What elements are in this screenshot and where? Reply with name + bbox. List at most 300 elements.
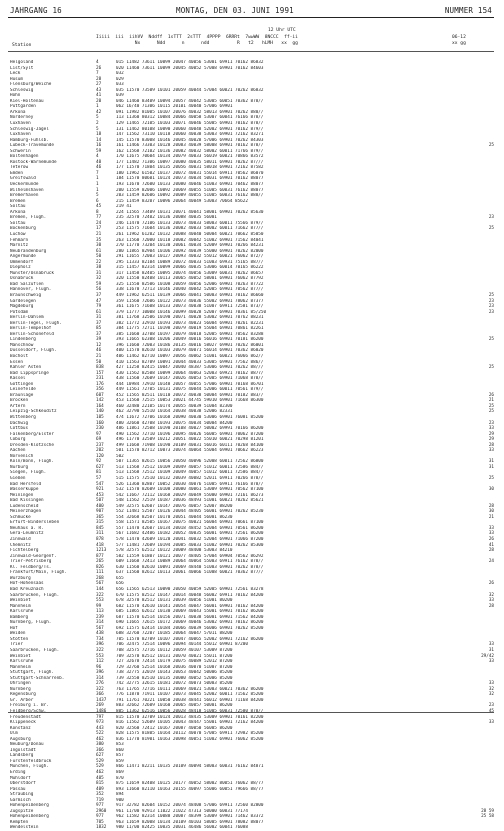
synop-groups: 359 11560 72606 10122 20073 40036 55002 69901 78062 87377 — [116, 298, 264, 304]
station-name: Meiningen — [10, 492, 34, 498]
synop-groups: 567 11682 42406 10182 20052 40035 56001 69901 72561 86200 — [116, 531, 264, 537]
extra-groups: 25 — [488, 365, 494, 371]
synop-groups: 410 11563 82709 10091 20044 40033 53005 69901 77562 886// — [116, 359, 264, 365]
station-id: 97 — [96, 431, 102, 437]
extra-groups: 33 — [488, 525, 494, 531]
station-name: Ueckermünde — [10, 182, 39, 188]
synop-groups: 147 11562 73110 10118 20060 40038 53003 69901 72162 83271 — [116, 132, 264, 138]
station-id: 16 — [96, 143, 102, 149]
station-id: 157 — [96, 370, 104, 376]
station-name: Dresden-Klotzsche — [10, 442, 54, 448]
extra-groups: 23 — [488, 215, 494, 221]
extra-groups: 32 — [488, 686, 494, 692]
synop-groups: 384 11775 72711 10198 20079 40019 55004 69901 70861 82261 — [116, 326, 264, 332]
station-id: 567 — [96, 625, 104, 631]
extra-groups: 33 — [488, 531, 494, 537]
station-name: Brocken — [10, 398, 29, 404]
station-name: Hohenpeißenberg — [10, 803, 49, 809]
extra-groups: 33 — [488, 659, 494, 665]
synop-groups: 315 11457 82314 10099 20066 40035 53006 60014 70165 86222 — [116, 265, 264, 271]
station-name: Leck — [10, 71, 21, 77]
observation-table — [8, 60, 494, 831]
extra-groups: 25 — [488, 403, 494, 409]
station-id: 31 — [96, 315, 102, 321]
synop-groups: 727 32678 72414 10179 20075 40089 52012 87200 — [116, 659, 233, 665]
station-name: Dachwig — [10, 420, 29, 426]
extra-groups: 33 — [488, 681, 494, 687]
synop-groups: 427 11258 82415 10047 20040 48387 53006 69901 70262 88/// — [116, 365, 264, 371]
station-name: Aachen — [10, 448, 26, 454]
station-name: Saarbrücken, Flugh. — [10, 592, 60, 598]
station-name: Kahler Asten — [10, 365, 42, 371]
synop-groups: 578 32575 62512 10122 20009 48400 53003 84210 — [116, 548, 233, 554]
station-name: Hohn — [10, 93, 21, 99]
synop-groups: 670 11575 82512 10147 20014 40048 56002 69911 70162 84200 — [116, 592, 264, 598]
station-name: Hof — [10, 625, 18, 631]
synop-groups: 129 11465 72105 10103 20071 40046 55005 69901 70162 878// — [116, 121, 264, 127]
table-row — [8, 825, 494, 831]
station-id: 5 — [96, 126, 99, 132]
code-header-line-2: Nx Ndd n ndd R t2 hLMH xx gg — [96, 41, 298, 46]
station-name: Konstanz — [10, 725, 31, 731]
synop-groups: 688 32760 72207 10185 20064 40047 57011 88200 — [116, 631, 233, 637]
station-id: 553 — [96, 653, 104, 659]
station-name: Leinefelde — [10, 387, 36, 393]
station-id: 61 — [96, 248, 102, 254]
synop-groups: 317 11458 82405 10095 20074 40056 53009 60031 70262 86657 — [116, 270, 264, 276]
station-id: 356 — [96, 387, 104, 393]
extra-groups: 33 — [488, 642, 494, 648]
station-id: 607 — [96, 392, 104, 398]
station-name: Coburg — [10, 437, 26, 443]
extra-groups: 28 — [488, 548, 494, 554]
station-id: 5 — [96, 115, 99, 121]
synop-groups: 708 32575 72716 10112 20059 40107 53009 87200 — [116, 647, 233, 653]
station-name: Freudenstadt — [10, 714, 42, 720]
station-id: 120 — [96, 453, 104, 459]
extra-groups: 30 — [488, 509, 494, 515]
synop-groups: 449 11962 62511 10139 20066 40041 50003 69901 70162 86660 — [116, 292, 264, 298]
synop-groups: 554 32668 82507 10170 20051 40044 56001 86230 — [116, 514, 233, 520]
extra-groups: 23 — [488, 420, 494, 426]
station-name: Stuttgart-Schnarrenb. — [10, 675, 65, 681]
station-name: Passau — [10, 786, 26, 792]
station-name: Teterow — [10, 165, 29, 171]
synop-groups: 180 11962 61502 10137 20072 40031 55014 69911 70562 86070 — [116, 170, 264, 176]
synop-groups: 430 11562 82508 10099 20064 40063 52003 69921 70162 8877/ — [116, 370, 264, 376]
station-id: 31 — [96, 270, 102, 276]
observation-time: 12 Uhr UTC — [268, 28, 296, 33]
station-id: 352 — [96, 792, 104, 798]
station-id: 418 — [96, 542, 104, 548]
synop-groups: 857 — [116, 753, 124, 759]
synop-groups: 462 32790 52510 10164 20038 40038 52006 82331 — [116, 409, 233, 415]
synop-groups: 219 41 — [116, 204, 132, 210]
station-name: Gießen — [10, 476, 26, 482]
station-id: 1 — [96, 182, 99, 188]
station-name: Wilhelmshaven — [10, 187, 44, 193]
station-id: 1 — [96, 187, 99, 193]
station-name: Nürnberg — [10, 686, 31, 692]
station-id: 50 — [96, 254, 102, 260]
station-name: Erding — [10, 770, 26, 775]
station-name: Soltau — [10, 204, 26, 210]
extra-groups: 31 — [488, 464, 494, 470]
station-name: Puttgarden — [10, 104, 36, 110]
station-name: Frankfurt/Main, Flugh. — [10, 570, 67, 576]
station-name: Rostock-Warnemünde — [10, 159, 57, 165]
station-id: 164 — [96, 403, 104, 409]
station-name: Magdeburg — [10, 304, 34, 310]
station-id: 1 — [96, 104, 99, 110]
station-id: 438 — [96, 631, 104, 637]
volume-label: JAHRGANG 16 — [10, 6, 62, 15]
station-id: 838 — [96, 365, 104, 371]
synop-groups: 836 11770 81901 10163 20098 40051 51002 69901 76062 85200 — [116, 736, 264, 742]
station-id: 79 — [96, 304, 102, 310]
station-name: Potsdam — [10, 309, 29, 315]
station-name: Osnabrück — [10, 276, 34, 282]
station-name: Köln/Bonn, Flugh. — [10, 459, 54, 465]
station-name: Chemnitz — [10, 542, 31, 548]
synop-groups: 894 — [116, 792, 124, 798]
synop-groups: 177 11570 71804 10135 20056 40031 58018 69901 72162 87582 — [116, 165, 264, 171]
station-id: 96 — [96, 664, 102, 670]
station-name: Zinnwald-Georgenf. — [10, 553, 57, 559]
station-name: Wittenberg — [10, 415, 36, 420]
synop-groups: 859 — [116, 758, 124, 764]
station-id: 113 — [96, 609, 104, 615]
synop-groups: 893 11660 82110 10163 20155 40097 55006 60051 79666 88/77 — [116, 786, 264, 792]
footer-divider — [8, 712, 494, 713]
station-id: 59 — [96, 281, 102, 287]
station-id: 8 — [96, 209, 99, 215]
station-id: 826 — [96, 564, 104, 570]
station-id: 38 — [96, 265, 102, 271]
station-name: Mannheim — [10, 603, 31, 609]
station-id: 547 — [96, 481, 104, 487]
station-name: Boltenhagen — [10, 154, 39, 160]
station-name: Arkona — [10, 109, 26, 115]
synop-groups: 452 11565 82511 10110 20072 40038 50004 69901 70182 883// — [116, 392, 264, 398]
station-id: 529 — [96, 764, 104, 770]
station-name: Cuxhaven — [10, 121, 31, 127]
station-id: 12 — [96, 342, 102, 348]
synop-groups: 449 11561 72705 10131 20075 40044 52006 60011 70561 879// — [116, 387, 264, 393]
station-name: Meinerzhagen — [10, 509, 42, 515]
station-name: Ingolstadt — [10, 747, 36, 753]
synop-groups: 582 11559 61807 10121 20077 48405 57004 69904 70562 86292 — [116, 553, 264, 559]
station-name: Braunschweig — [10, 292, 42, 298]
synop-groups: 815 11570 32709 10124 20013 48435 53009 69901 70161 82200 — [116, 714, 264, 720]
synop-groups: 513 11568 72512 10109 20049 40057 51012 60011 72586 884// — [116, 470, 264, 476]
station-id: 462 — [96, 770, 104, 775]
station-id: 24 — [96, 220, 102, 226]
station-name: Wasserkuppe — [10, 487, 39, 493]
synop-groups: 866 11471 82211 10135 20109 40094 58003 60031 76162 84871 — [116, 764, 264, 770]
synop-groups: 046 11460 83409 10094 20057 40042 53005 60051 70362 878// — [116, 98, 264, 104]
synop-groups: 444 10984 72910 10148 20057 40055 57006 69901 70168 86701 — [116, 381, 264, 387]
station-name: Artern — [10, 403, 26, 409]
station-name: Leipzig-Schkeuditz — [10, 409, 57, 415]
synop-groups: 961 11/00 92913 11022 21022 47313 50000 60031 77174 — [116, 808, 248, 814]
station-id: 1213 — [96, 548, 107, 554]
synop-groups: 113 11360 80312 10084 20066 40058 53007 60041 76166 878// — [116, 115, 264, 121]
synop-groups: 486 11861 72508 10190 20108 40027 50002 69991 70166 86200 — [116, 426, 264, 432]
station-name: Berlin-Tegel, Flugh. — [10, 320, 62, 326]
station-name: Düsseldorf, Flugh. — [10, 348, 57, 354]
station-id: 43 — [96, 87, 102, 93]
station-id: 265 — [96, 559, 104, 565]
station-name: Essen — [10, 359, 23, 365]
station-id: 553 — [96, 598, 104, 604]
synop-groups: 490 11562 72710 10196 20095 40026 56005 69901 70062 87200 — [116, 431, 264, 437]
synop-groups: 690 11665 72615 10172 20069 40046 53002 69901 70162 86200 — [116, 620, 264, 626]
period-header-line-2: xx gg — [452, 41, 466, 46]
synop-groups: 558 11571 82505 10167 20075 40021 56004 69901 70661 87100 — [116, 520, 264, 526]
synop-groups: 246 11470 72106 10133 20073 40033 58003 60011 75566 879// — [116, 220, 264, 226]
station-id: 1 — [96, 176, 99, 182]
station-id: 522 — [96, 731, 104, 737]
synop-groups: 020 11460 73611 10099 20045 40052 57008 69901 70162 84603 — [116, 65, 264, 71]
station-id: 314 — [96, 620, 104, 626]
station-id: 21 — [96, 231, 102, 237]
station-name: Regensburg — [10, 692, 36, 698]
synop-groups: 235 32570 72402 10136 20088 40035 56001 — [116, 215, 217, 221]
station-name: Kiel-Holtenau — [10, 98, 44, 104]
station-name: Bad Salzuflen — [10, 281, 44, 287]
station-id: 405 — [96, 775, 104, 781]
station-id: 380 — [96, 742, 104, 748]
synop-groups: 706 32475 72514 10096 20094 40144 55012 69901 87200 — [116, 642, 248, 648]
station-id: 877 — [96, 553, 104, 559]
synop-groups: 578 11470 42609 10120 20041 40032 52004 69901 71066 87200 — [116, 537, 264, 543]
extra-groups: 24 — [488, 559, 494, 565]
extra-groups: 29 — [488, 437, 494, 443]
synop-groups: 678 32570 82512 10131 20039 40056 51001 80200 — [116, 598, 233, 604]
station-name: Cuxhaven — [10, 132, 31, 138]
synop-groups: 682 11570 42610 10141 20054 40047 56001 69901 70162 84200 — [116, 603, 264, 609]
station-name: Lübeck-Travemünde — [10, 143, 54, 149]
synop-groups: 513 11568 72512 10109 20049 40057 51012 60011 72586 884// — [116, 464, 264, 470]
extra-groups: 25 — [488, 409, 494, 415]
synop-groups: 828 11575 81805 10164 20112 40070 57005 69911 72982 85200 — [116, 731, 264, 737]
synop-groups: 295 11333 82104 10089 20072 40033 51003 69931 75165 887// — [116, 259, 264, 265]
synop-groups: 609 11668 72413 10089 20064 40064 55003 69911 76162 878// — [116, 559, 264, 565]
station-name: Nürburg — [10, 464, 29, 470]
synop-groups: 382 11772 32910 10193 20073 40023 56004 69901 70261 82231 — [116, 320, 264, 326]
station-id: 400 — [96, 503, 104, 509]
synop-groups: 685 11865 62612 10130 20069 40043 55001 69901 70162 86200 — [116, 609, 264, 615]
extra-groups: 29 — [488, 431, 494, 437]
extra-groups: 23 — [488, 304, 494, 310]
station-name: Schleswig-Jagel — [10, 126, 49, 132]
extra-groups: 26 — [488, 537, 494, 543]
synop-groups: 501 11570 82712 10073 20074 40064 55004 69901 70662 86223 — [116, 448, 264, 454]
station-id: 26 — [96, 65, 102, 71]
report-banner — [8, 6, 494, 22]
station-id: 56 — [96, 287, 102, 293]
station-id: 396 — [96, 670, 104, 676]
synop-groups: 215 11459 83207 10096 20064 40049 53003 70664 85622 — [116, 198, 248, 204]
station-id: 7 — [96, 170, 99, 176]
station-name: Weiden — [10, 631, 26, 637]
synop-groups: 029 — [116, 76, 124, 82]
synop-groups: 820 32560 72412 10167 20087 40050 56005 86200 — [116, 725, 233, 731]
station-id: 797 — [96, 714, 104, 720]
extra-groups: 25 — [488, 143, 494, 149]
station-id: 5 — [96, 193, 99, 199]
station-id: 365 — [96, 514, 104, 520]
synop-groups: 062 16/40 71306 10115 20101 40040 57006 69901 — [116, 104, 235, 110]
station-id: 907 — [96, 509, 104, 515]
station-id: 719 — [96, 797, 104, 803]
station-id: 705 — [96, 819, 104, 825]
station-name: Stuttgart, Flugh. — [10, 670, 54, 676]
extra-groups: 33 — [488, 720, 494, 726]
synop-groups: 549 32575 62607 10147 20076 40057 52007 88200 — [116, 503, 233, 509]
extra-groups: 21 — [488, 514, 494, 520]
synop-groups: 032 — [116, 71, 124, 77]
synop-groups: 200 11559 82006 10092 20069 40055 51005 60031 76162 88077 — [116, 187, 264, 193]
station-name: Zinnwald — [10, 537, 31, 543]
station-id: 7 — [96, 71, 99, 77]
station-id: 462 — [96, 736, 104, 742]
station-id: 112 — [96, 659, 104, 665]
synop-groups: 253 11575 71604 10136 20082 40033 58002 60011 71662 877// — [116, 226, 264, 232]
synop-groups: 515 11575 72510 10132 20039 40082 52011 69911 70266 878// — [116, 476, 264, 482]
synop-groups: 577 11481 72609 10194 20085 40033 51002 69901 70262 85300 — [116, 542, 264, 548]
station-name: Oberstdorf — [10, 781, 36, 787]
synop-groups: 860 — [116, 747, 124, 753]
station-name: Flensburg/Weiche — [10, 82, 52, 88]
code-header-line-1: Iiiii iii iihVV Nddff 1sTTT 2sTTT 4PPPP 6RRRt 7wwWW 8NCCC ff-ii — [96, 35, 298, 40]
extra-groups: 28 — [488, 603, 494, 609]
extra-groups: 28 59 — [481, 808, 494, 814]
extra-groups: 23 — [488, 298, 494, 304]
station-name: Husum — [10, 76, 23, 82]
station-name: Arkona — [10, 209, 26, 215]
synop-groups: 742 32775 32615 10181 20072 40073 50003 85200 — [116, 681, 233, 687]
station-id: 81 — [96, 470, 102, 476]
station-id: 37 — [96, 331, 102, 337]
station-id: 311 — [96, 531, 104, 537]
station-id: 46 — [96, 165, 102, 171]
synop-groups: 381 11768 32506 10190 20071 40028 53002 69901 70762 88231 — [116, 315, 264, 321]
synop-groups: 170 11675 70604 10134 20079 40033 56019 60021 70866 83572 — [116, 154, 264, 160]
synop-groups: 656 11565 62513 10090 20050 40059 52005 69901 72561 83278 — [116, 586, 264, 592]
station-name: Emden — [10, 170, 23, 176]
station-name: Bad Lippspringe — [10, 370, 49, 376]
issue-number: NUMMER 154 — [444, 6, 492, 15]
station-id: 2960 — [96, 808, 107, 814]
station-name: Braunlage — [10, 392, 34, 398]
synop-groups: 532 11570 82609 10108 20080 40061 53009 69901 70562 87100 — [116, 487, 264, 493]
station-id: 20 — [96, 98, 102, 104]
station-name: Landsberg — [10, 753, 34, 759]
station-name: Kl. Feldberg/Ts. — [10, 564, 52, 570]
period-header-line-1: 06-12 — [452, 35, 466, 40]
synop-groups: 379 11777 10008 10146 20099 40028 52007 69901 70361 85/250 — [116, 309, 267, 315]
synop-groups: 816 11562 52609 10105 20043 48447 55001 69901 72162 84200 — [116, 720, 264, 726]
station-id: 6 — [96, 198, 99, 204]
station-name: Lindenberg — [10, 337, 36, 343]
extra-groups: 28 — [488, 503, 494, 509]
station-id: 315 — [96, 520, 104, 526]
station-id: 85 — [96, 326, 102, 332]
extra-groups: 30 — [488, 487, 494, 493]
station-name: Bremerhaven — [10, 193, 39, 199]
station-name: Angermünde — [10, 254, 36, 260]
synop-groups: 393 11665 62308 10206 20049 40016 56016 69901 70181 86200 — [116, 337, 264, 343]
station-id: 17 — [96, 226, 102, 232]
synop-groups: 963 11659 82008 10134 20109 40103 58005 69901 78082 88077 — [116, 819, 264, 825]
synop-groups: 261 11962 61202 10132 20088 40040 50004 60021 70662 85050 — [116, 231, 264, 237]
synop-groups: 474 11672 72706 10168 20090 40030 53006 69901 76081 85200 — [116, 415, 264, 420]
station-name: Erfurt-Bindersleben — [10, 520, 60, 526]
station-id: 1832 — [96, 825, 107, 831]
synop-groups: 039 — [116, 93, 124, 99]
station-name: Gardelegen — [10, 298, 36, 304]
station-id: 142 — [96, 398, 104, 404]
synop-groups: 263 11560 72000 10118 20082 40042 51002 69901 71562 84041 — [116, 237, 264, 243]
station-name: Münster/Osnabrück — [10, 270, 54, 276]
synop-groups: 496 11770 32509 10212 20051 40022 55010 60021 70298 81201 — [116, 437, 264, 443]
synop-groups: 507 11365 82615 10056 20050 40096 52008 60011 72562 86800 — [116, 459, 264, 465]
extra-groups: 33 — [488, 598, 494, 604]
station-id: 57 — [96, 476, 102, 482]
station-id: 40 — [96, 159, 102, 165]
station-name: Bad Kreuznach — [10, 586, 44, 592]
synop-groups: 502 — [116, 453, 124, 459]
station-name: Schwerin — [10, 148, 31, 154]
synop-groups: 630 11560 82610 10091 20069 48440 51003 69901 70262 878// — [116, 564, 264, 570]
synop-groups: 177 11482 71306 10097 20080 40035 58011 69901 70262 87/// — [116, 159, 264, 165]
synop-groups: 709 32570 82512 10131 20070 40021 55011 87200 — [116, 653, 233, 659]
station-id: 322 — [96, 647, 104, 653]
extra-groups: 32 — [488, 592, 494, 598]
synop-groups: 400 11570 82610 10103 20079 40071 56014 69901 70362 86020 — [116, 348, 264, 354]
extra-groups: 25 58 — [481, 814, 494, 820]
synop-groups: 900 — [116, 797, 124, 803]
synop-groups: 145 11570 83008 10146 20045 40028 57006 69901 70262 84303 — [116, 137, 264, 143]
extra-groups: 32 — [488, 692, 494, 698]
station-name: Soltau — [10, 220, 26, 226]
synop-groups: 739 32550 82510 10135 20080 40052 52006 85200 — [116, 675, 233, 681]
station-id: 734 — [96, 636, 104, 642]
synop-groups: 091 11982 81005 10107 20076 40032 58013 69901 70262 880// — [116, 109, 264, 115]
station-id: 45 — [96, 204, 102, 210]
station-id: 366 — [96, 692, 104, 698]
station-name: Freiburg i. Br. — [10, 703, 49, 709]
banner-divider — [8, 17, 494, 18]
synop-groups: 962 11582 82314 10088 20087 48399 53009 69901 71462 83372 — [116, 814, 264, 820]
report-date: MONTAG, DEN 03. JUNI 1991 — [176, 6, 294, 15]
station-name: Kassel — [10, 376, 26, 382]
station-id: 160 — [96, 420, 104, 426]
synop-groups: 361 11675 71608 10133 20073 40038 51007 69911 72581 873// — [116, 304, 264, 310]
station-name: Augsburg — [10, 736, 31, 742]
synop-groups: 542 11667 72112 10168 20029 40049 55000 69901 72161 86273 — [116, 492, 264, 498]
station-name: Siegen, Flugh. — [10, 470, 47, 476]
station-name: Öhringen — [10, 681, 31, 687]
station-name: Trier — [10, 642, 23, 648]
station-column-header: Station — [12, 43, 32, 48]
station-id: 32 — [96, 276, 102, 282]
station-name: Fehmarn — [10, 237, 29, 243]
synop-groups: 270 11770 73204 10130 20061 40034 52009 69901 70266 84231 — [116, 243, 264, 249]
synop-groups: 480 32660 42708 10193 20075 40034 50004 84200 — [116, 420, 233, 426]
